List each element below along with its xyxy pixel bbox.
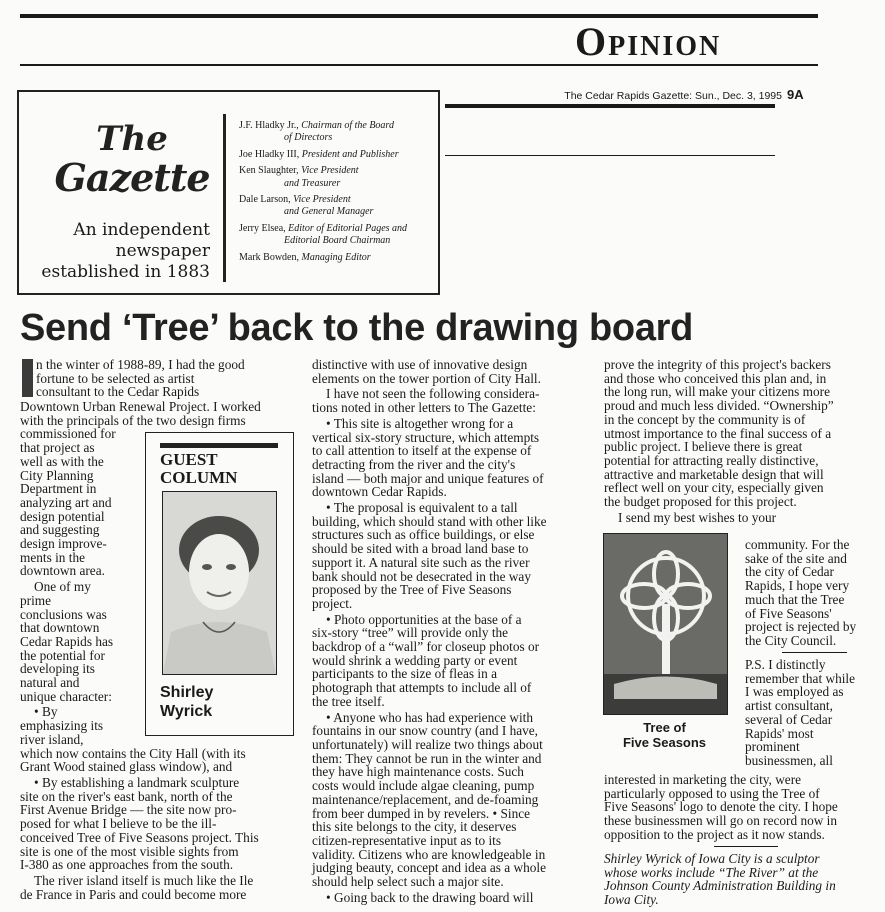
text-line: costs would include algae cleaning, pump <box>312 778 535 794</box>
author-name-line: Shirley <box>160 684 214 701</box>
text-line: emphasizing its <box>20 718 104 734</box>
tagline-line: established in 1883 <box>41 262 210 282</box>
top-rule <box>20 14 818 18</box>
text-line: businessmen, all <box>745 752 833 768</box>
text-line: • By <box>34 704 58 720</box>
text-line: river island, <box>20 731 84 747</box>
staff-title: Managing Editor <box>301 251 371 263</box>
paragraph <box>312 417 547 499</box>
caption-line: Tree of <box>643 720 686 735</box>
staff-entry <box>239 252 407 264</box>
text-line: distinctive with use of innovative design <box>312 357 528 372</box>
text-line: community. For the <box>745 537 850 552</box>
logo-line: The <box>96 119 168 159</box>
text-line: Iowa City. <box>604 892 659 908</box>
text-line: six-story “tree” will provide only the <box>312 625 509 641</box>
image-caption <box>603 720 726 750</box>
text-line: particularly opposed to using the Tree of <box>604 785 820 801</box>
staff-name: Mark Bowden, <box>239 251 299 263</box>
text-line: • Photo opportunities at the base of a <box>326 611 522 627</box>
text-line: which now contains the City Hall (with its <box>20 745 246 761</box>
text-line: they have high maintenance costs. Such <box>312 764 524 780</box>
text-line: these businessmen will go on record now in <box>604 813 838 829</box>
tree-of-five-seasons-image <box>603 533 728 715</box>
text-line: I send my best wishes to your <box>618 509 777 525</box>
text-line: analyzing art and <box>20 494 112 510</box>
text-line: judging beauty, concept and idea as a whole <box>312 860 546 876</box>
text-line: fountains in our snow country (and I have, <box>312 723 538 739</box>
text-line: participants to the size of fleas in a <box>312 666 497 682</box>
staff-name: Dale Larson, <box>239 194 291 206</box>
author-name <box>160 683 213 721</box>
staff-entry <box>239 223 407 248</box>
text-line: structures such as office buildings, or else <box>312 527 535 543</box>
logo-line: Gazette <box>54 155 210 200</box>
intro-lines <box>36 358 245 399</box>
text-line: should help select such a major site. <box>312 874 504 890</box>
text-line: well as with the <box>20 453 104 469</box>
text-line: maintenance/replacement, and de-foaming <box>312 791 539 807</box>
staff-entry <box>239 120 407 145</box>
paragraph <box>20 874 261 901</box>
text-line: I-380 as one approaches from the south. <box>20 857 234 873</box>
text-line: project is rejected by <box>745 619 857 635</box>
text-line: whose works include “The River” at the <box>604 864 819 880</box>
staff-title: Vice President <box>301 165 359 177</box>
staff-name: Ken Slaughter, <box>239 165 299 177</box>
text-line: Department in <box>20 481 97 497</box>
text-line: prime <box>20 592 52 608</box>
staff-entry <box>239 165 407 190</box>
staff-title-cont: of Directors <box>284 132 333 144</box>
guest-column-bar <box>160 443 278 448</box>
paragraph <box>604 358 834 509</box>
text-line: several of Cedar <box>745 711 833 727</box>
paragraph <box>312 613 547 709</box>
text-line: Shirley Wyrick of Iowa City is a sculptor <box>604 851 820 866</box>
text-line: • Going back to the drawing board will <box>326 889 534 905</box>
text-line: Rapids' most <box>745 725 814 741</box>
text-line: unique character: <box>20 688 112 704</box>
caption-line: Five Seasons <box>622 735 707 750</box>
tagline <box>25 220 210 283</box>
text-line: the city of Cedar <box>745 564 834 580</box>
text-line: Grant Wood stained glass window), and <box>20 759 233 775</box>
paragraph <box>20 776 261 872</box>
text-line: validity. Citizens who are knowledgeable in <box>312 846 546 862</box>
text-line: the long run, will make your citizens more <box>604 384 830 400</box>
text-line: attractive and marketable design that will <box>604 466 824 482</box>
text-line: sake of the site and <box>745 550 847 566</box>
paragraph <box>312 387 547 414</box>
staff-name: Jerry Elsea, <box>239 222 286 234</box>
staff-name: Joe Hladky III, <box>239 148 300 160</box>
guest-column-box <box>145 432 294 736</box>
text-line: prominent <box>745 739 800 755</box>
paragraph <box>312 891 547 905</box>
text-line: the budget proposed for this project. <box>604 494 797 510</box>
text-line: n the winter of 1988-89, I had the good <box>36 357 245 372</box>
author-name-line: Wyrick <box>160 703 213 720</box>
paragraph <box>312 501 547 611</box>
text-line: photograph that attempts to include all of <box>312 680 532 696</box>
text-line: site on the river's east bank, north of the <box>20 788 233 804</box>
staff-title-cont: and General Manager <box>284 206 374 218</box>
masthead-box <box>17 90 440 295</box>
text-line: reflect well on your city, especially given <box>604 480 824 496</box>
text-line: in the concept by the community is of <box>604 411 806 427</box>
text-line: First Avenue Bridge — the site now pro- <box>20 802 237 818</box>
text-line: Cedar Rapids has <box>20 633 114 649</box>
text-line: the potential for <box>20 647 105 663</box>
label-line: GUEST <box>160 450 218 469</box>
staff-title: Editor of Editorial Pages and <box>288 222 408 234</box>
text-line: to call attention to itself at the expense of <box>312 443 532 459</box>
text-line: them: They cannot be run in the winter and <box>312 750 542 766</box>
text-line: should be sited with a broad land base to <box>312 541 529 557</box>
text-line: proposed by the Tree of Five Seasons <box>312 582 512 598</box>
text-line: developing its <box>20 661 95 677</box>
text-line: consultant to the Cedar Rapids <box>36 384 200 400</box>
text-line: design improve- <box>20 536 107 552</box>
text-line: elements on the tower portion of City Hall. <box>312 370 541 386</box>
paragraph <box>312 711 547 889</box>
text-line: project. <box>312 595 353 611</box>
text-line: and suggesting <box>20 522 100 538</box>
column-2 <box>312 358 547 906</box>
thin-rule <box>445 155 775 156</box>
staff-name: J.F. Hladky Jr., <box>239 120 299 131</box>
text-line: P.S. I distinctly <box>745 657 826 672</box>
section-rule <box>20 64 818 66</box>
ps-beside <box>745 658 855 768</box>
headline: Send ‘Tree’ back to the drawing board <box>20 307 694 349</box>
text-line: One of my <box>34 579 91 595</box>
text-line: and those who conceived this plan and, in <box>604 370 827 386</box>
text-line: Five Seasons' logo to denote the city. I hope <box>604 799 838 815</box>
text-line: • By establishing a landmark sculpture <box>34 774 240 790</box>
text-line: downtown area. <box>20 563 105 579</box>
staff-title: President and Publisher <box>301 148 399 160</box>
text-line: design potential <box>20 508 105 524</box>
text-line: island — both major and unique features of <box>312 470 544 486</box>
text-line: that downtown <box>20 620 100 636</box>
ps-rule <box>782 652 847 653</box>
text-line: downtown Cedar Rapids. <box>312 484 447 500</box>
author-photo <box>162 491 277 675</box>
staff-title: Vice President <box>293 194 351 206</box>
author-bio <box>604 852 836 907</box>
text-line: building, which should stand with other like <box>312 513 547 529</box>
staff-title-cont: and Treasurer <box>284 177 341 189</box>
text-line: natural and <box>20 675 80 691</box>
text-line: fortune to be selected as artist <box>36 370 195 386</box>
dateline-rule <box>445 104 775 108</box>
text-line: would shrink a wedding party or event <box>312 652 518 668</box>
paragraph <box>604 511 834 525</box>
text-line: with the principals of the two design firms <box>20 412 246 428</box>
text-line: Rapids, I hope very <box>745 578 850 594</box>
staff-list <box>239 120 407 268</box>
ps-full <box>604 773 838 842</box>
gazette-logo <box>37 119 227 200</box>
text-line: citizen-representative input as to its <box>312 832 502 848</box>
text-line: backdrop of a “wall” for closeup photos or <box>312 639 540 655</box>
text-line: artist consultant, <box>745 698 833 714</box>
text-line: bank should not be desecrated in the way <box>312 568 531 584</box>
text-line: commissioned for <box>20 426 116 442</box>
text-line: the tree itself. <box>312 693 385 709</box>
text-line: • The proposal is equivalent to a tall <box>326 500 518 516</box>
text-line: prove the integrity of this project's backers <box>604 357 831 372</box>
text-line: from beer dumped in by revelers. • Since <box>312 805 531 821</box>
staff-entry <box>239 149 407 161</box>
text-line: City Planning <box>20 467 94 483</box>
text-line: opposition to the project as it now stands. <box>604 826 825 842</box>
text-line: unfortunately) will realize two things about <box>312 736 543 752</box>
text-line: support it. A natural site such as the river <box>312 554 530 570</box>
text-line: Johnson County Administration Building in <box>604 878 836 894</box>
text-line: de France in Paris and could become more <box>20 886 247 902</box>
text-line: the City Council. <box>745 632 837 648</box>
text-line: detracting from the river and the city's <box>312 456 516 472</box>
section-title: Opinion <box>575 19 722 64</box>
text-line: Downtown Urban Renewal Project. I worked <box>20 399 261 414</box>
text-line: site is one of the most visible sights from <box>20 843 239 859</box>
text-line: interested in marketing the city, were <box>604 772 802 787</box>
text-line: utmost importance to the final success of a <box>604 425 832 441</box>
tagline-line: newspaper <box>115 241 210 261</box>
text-line: posed for what I believe to be the ill- <box>20 816 217 832</box>
column-3-beside-image <box>745 538 856 648</box>
text-line: remember that while <box>745 670 856 686</box>
page-number: 9A <box>787 87 804 102</box>
text-line: • Anyone who has had experience with <box>326 709 534 725</box>
text-line: of Five Seasons' <box>745 605 832 621</box>
staff-title-cont: Editorial Board Chairman <box>284 235 391 247</box>
text-line: that project as <box>20 440 95 456</box>
text-line: tions noted in other letters to The Gazette: <box>312 400 536 416</box>
text-line: I was employed as <box>745 684 844 700</box>
text-line: I have not seen the following considera- <box>326 386 540 402</box>
text-line: The river island itself is much like the Ile <box>34 872 254 888</box>
drop-cap <box>22 359 33 397</box>
text-line: conceived Tree of Five Seasons project. This <box>20 829 259 845</box>
paragraph <box>312 358 547 385</box>
dateline: The Cedar Rapids Gazette: Sun., Dec. 3, 1995 <box>564 90 782 102</box>
text-line: conclusions was <box>20 606 107 622</box>
guest-column-label <box>160 451 237 487</box>
masthead-divider <box>223 114 226 282</box>
staff-entry <box>239 194 407 219</box>
label-line: COLUMN <box>160 468 238 487</box>
text-line: vertical six-story structure, which attempts <box>312 429 540 445</box>
text-line: much that the Tree <box>745 591 845 607</box>
text-line: ments in the <box>20 549 85 565</box>
text-line: proud and much less divided. “Ownership” <box>604 398 834 414</box>
tagline-line: An independent <box>73 220 210 240</box>
text-line: this site belongs to the city, it deserves <box>312 819 517 835</box>
column-3 <box>604 358 834 526</box>
staff-title: Chairman of the Board <box>301 120 394 131</box>
bio-rule <box>714 846 778 847</box>
text-line: • This site is altogether wrong for a <box>326 415 514 431</box>
text-line: potential for attracting really distinctive, <box>604 452 819 468</box>
text-line: public project. I believe there is great <box>604 439 803 455</box>
